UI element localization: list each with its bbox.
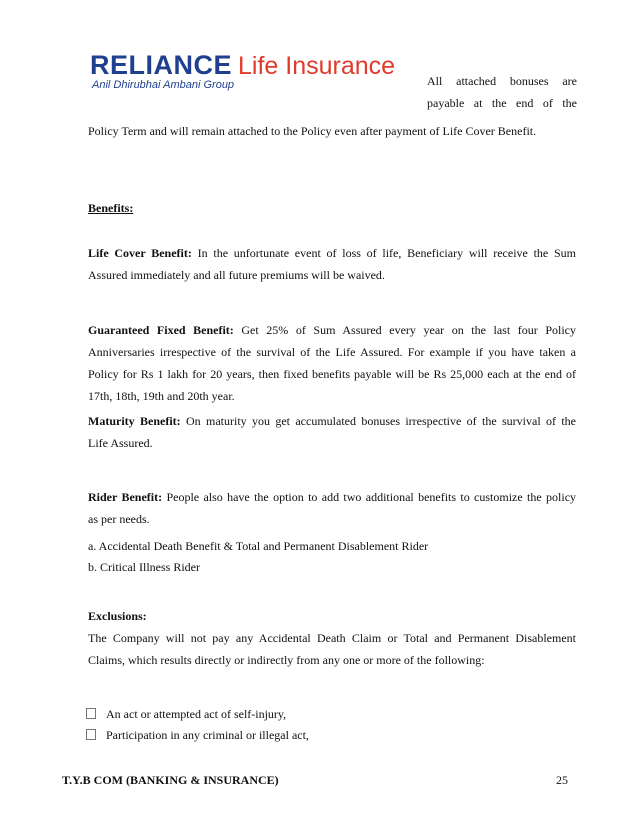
rider-line-1: Rider Benefit: People also have the option to add two additional benefits to customize the policy [88,490,577,504]
footer-course: T.Y.B COM (BANKING & INSURANCE) [62,773,279,787]
exclusions-heading: Exclusions: [88,609,147,623]
checkbox-bullet-icon [86,729,96,740]
reliance-logo [90,50,396,96]
page-number: 25 [556,773,568,787]
life-cover-label: Life Cover Benefit: [88,246,192,260]
guaranteed-line-1: Guaranteed Fixed Benefit: Get 25% of Sum Assured every year on the last four Policy [88,323,576,337]
top-right-line-2: payable at the end of the [427,96,577,110]
maturity-line-1: Maturity Benefit: On maturity you get accumulated bonuses irrespective of the survival of the [88,414,576,428]
logo-product: Life Insurance [238,52,396,80]
rider-line-2: as per needs. [88,512,150,526]
logo-wordmark [90,50,395,81]
exclusions-line-2: Claims, which results directly or indirectly from any one or more of the following: [88,653,485,667]
exclusion-item: An act or attempted act of self-injury, [86,707,286,721]
rider-label: Rider Benefit: [88,490,163,504]
guaranteed-label: Guaranteed Fixed Benefit: [88,323,234,337]
life-cover-line-1: Life Cover Benefit: In the unfortunate event of loss of life, Beneficiary will receive the Sum [88,246,576,260]
logo-brand: RELIANCE [90,50,233,80]
rider-option-b: b. Critical Illness Rider [88,560,200,574]
maturity-line-2: Life Assured. [88,436,153,450]
guaranteed-line-4: 17th, 18th, 19th and 20th year. [88,389,235,403]
top-right-line-1: All attached bonuses are [427,74,577,88]
exclusions-line-1: The Company will not pay any Accidental Death Claim or Total and Permanent Disablement [88,631,576,645]
maturity-label: Maturity Benefit: [88,414,181,428]
guaranteed-line-2: Anniversaries irrespective of the survival of the Life Assured. For example if you have taken a [88,345,576,359]
continuation-line: Policy Term and will remain attached to the Policy even after payment of Life Cover Benefit. [88,124,537,138]
guaranteed-line-3: Policy for Rs 1 lakh for 20 years, then fixed benefits payable will be Rs 25,000 each at the end of [88,367,576,381]
rider-option-a: a. Accidental Death Benefit & Total and Permanent Disablement Rider [88,539,429,553]
logo-tagline: Anil Dhirubhai Ambani Group [92,79,235,91]
benefits-heading: Benefits: [88,201,134,215]
checkbox-bullet-icon [86,708,96,719]
exclusion-item: Participation in any criminal or illegal act, [86,728,309,742]
life-cover-line-2: Assured immediately and all future premiums will be waived. [88,268,385,282]
